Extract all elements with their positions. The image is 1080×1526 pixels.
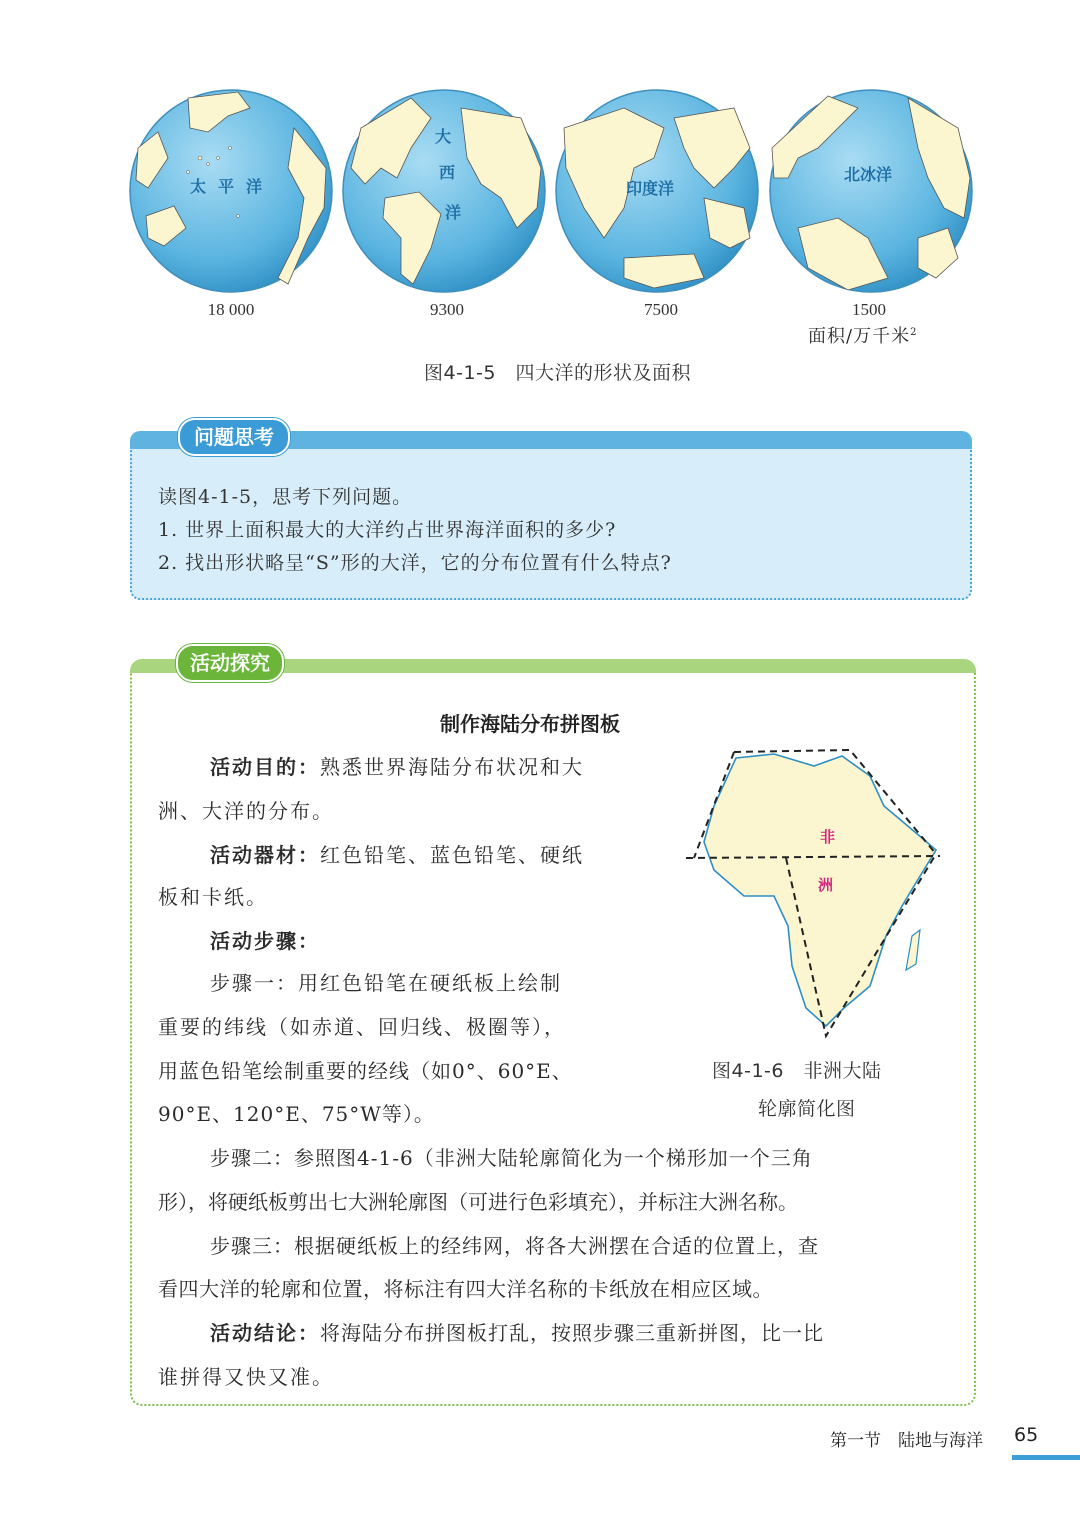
page-number: 65 <box>1014 1424 1039 1446</box>
step-2: 步骤二：参照图4-1-6（非洲大陆轮廓简化为一个梯形加一个三角 <box>210 1146 813 1170</box>
activity-title: 制作海陆分布拼图板 <box>440 712 620 736</box>
svg-text:洋: 洋 <box>445 203 462 222</box>
svg-text:平: 平 <box>218 177 235 196</box>
activity-purpose: 活动目的：熟悉世界海陆分布状况和大 <box>210 755 584 779</box>
area-arctic: 1500 <box>852 300 886 319</box>
footer-section-title: 第一节 陆地与海洋 <box>830 1431 983 1451</box>
africa-label-2: 洲 <box>818 876 834 894</box>
step-3: 步骤三：根据硬纸板上的经纬网，将各大洲摆在合适的位置上，查 <box>210 1234 819 1258</box>
africa-label-1: 非 <box>820 828 836 846</box>
ocean-label-pacific: 太 <box>190 177 207 196</box>
footer-accent-bar <box>1012 1455 1080 1460</box>
question-2: 2. 找出形状略呈“S”形的大洋，它的分布位置有什么特点? <box>158 552 672 574</box>
question-box-tag: 问题思考 <box>178 418 290 456</box>
step-1: 步骤一：用红色铅笔在硬纸板上绘制 <box>210 971 562 995</box>
globe-atlantic <box>341 88 547 298</box>
globe-arctic <box>768 88 974 298</box>
area-atlantic: 9300 <box>430 300 464 319</box>
globe-indian <box>554 88 760 298</box>
activity-materials: 活动器材：红色铅笔、蓝色铅笔、硬纸 <box>210 843 584 867</box>
svg-text:洋: 洋 <box>246 177 263 196</box>
globe-pacific <box>128 88 334 298</box>
africa-outline-map <box>674 746 944 1046</box>
ocean-label-atlantic: 大 <box>435 127 452 146</box>
question-1: 1. 世界上面积最大的大洋约占世界海洋面积的多少? <box>158 519 617 541</box>
figure-4-1-5-caption: 图4-1-5 四大洋的形状及面积 <box>424 362 691 384</box>
ocean-label-arctic: 北冰洋 <box>844 165 893 184</box>
figure-4-1-6-caption-line2: 轮廓简化图 <box>758 1098 856 1120</box>
area-pacific: 18 000 <box>207 300 255 319</box>
activity-box-tag: 活动探究 <box>176 644 284 682</box>
activity-conclusion: 活动结论：将海陆分布拼图板打乱，按照步骤三重新拼图，比一比 <box>210 1321 824 1345</box>
ocean-label-indian: 印度洋 <box>626 179 675 198</box>
activity-steps-label: 活动步骤： <box>210 929 320 953</box>
question-intro: 读图4-1-5，思考下列问题。 <box>158 486 413 508</box>
area-indian: 7500 <box>644 300 678 319</box>
svg-text:西: 西 <box>439 163 456 182</box>
area-unit-label: 面积/万千米$^2$ <box>808 326 918 347</box>
figure-4-1-6-caption-line1: 图4-1-6 非洲大陆 <box>712 1060 882 1082</box>
